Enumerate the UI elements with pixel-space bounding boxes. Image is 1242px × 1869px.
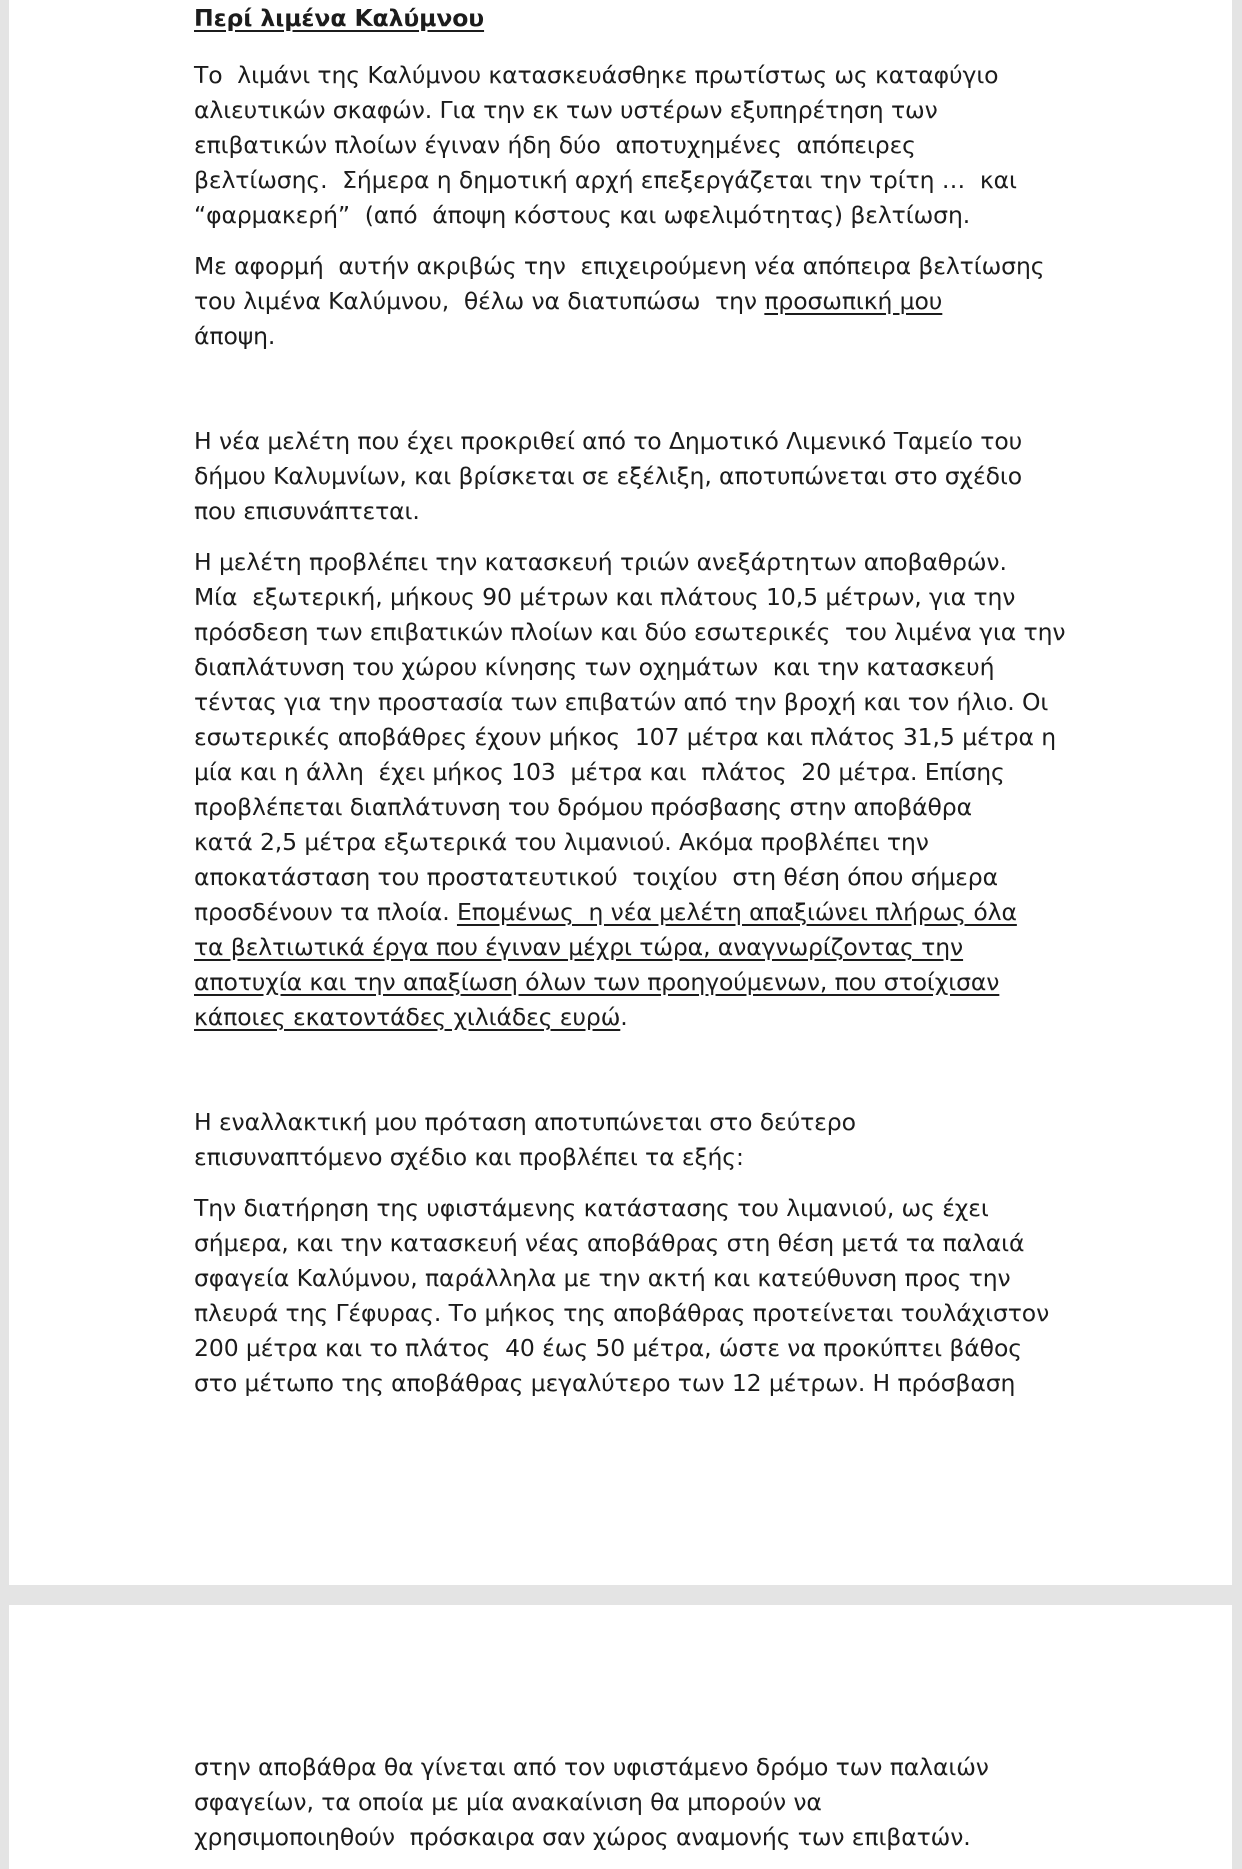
page-1-content — [194, 1, 1074, 1417]
text-line: Την διατήρηση της υφιστάμενης κατάστασης του λιμανιού, ως έχει — [194, 1194, 989, 1222]
paragraph-study-details — [194, 545, 1074, 1035]
document-page-2 — [9, 1605, 1232, 1869]
text-span: του λιμένα Καλύμνου, θέλω να διατυπώσω την — [194, 287, 765, 315]
text-line: Μία εξωτερική, μήκους 90 μέτρων και πλάτους 10,5 μέτρων, για την — [194, 583, 1016, 611]
text-line: επισυναπτόμενο σχέδιο και προβλέπει τα εξής: — [194, 1143, 744, 1171]
text-line — [194, 965, 1074, 1000]
underlined-text: Επομένως η νέα μελέτη απαξιώνει πλήρως όλα — [456, 898, 1017, 926]
text-line: σφαγείων, τα οποία με μία ανακαίνιση θα μπορούν να — [194, 1788, 822, 1816]
text-line — [194, 930, 1074, 965]
text-line: Η νέα μελέτη που έχει προκριθεί από το Δημοτικό Λιμενικό Ταμείο του — [194, 427, 1023, 455]
text-line: στην αποβάθρα θα γίνεται από τον υφιστάμενο δρόμο των παλαιών — [194, 1753, 989, 1781]
text-span: προσδένουν τα πλοία. — [194, 898, 457, 926]
text-line: Η εναλλακτική μου πρόταση αποτυπώνεται στο δεύτερο — [194, 1108, 856, 1136]
paragraph-intro — [194, 58, 1074, 233]
paragraph-new-study — [194, 424, 1074, 529]
text-line: πλευρά της Γέφυρας. Το μήκος της αποβάθρας προτείνεται τουλάχιστον — [194, 1299, 1050, 1327]
text-span: . — [620, 1003, 628, 1031]
text-line: αλιευτικών σκαφών. Για την εκ των υστέρων εξυπηρέτηση των — [194, 96, 938, 124]
text-line: προβλέπεται διαπλάτυνση του δρόμου πρόσβασης στην αποβάθρα — [194, 793, 973, 821]
text-line: που επισυνάπτεται. — [194, 497, 420, 525]
text-line: επιβατικών πλοίων έγιναν ήδη δύο αποτυχημένες απόπειρες — [194, 131, 916, 159]
paragraph-alternative-proposal — [194, 1105, 1074, 1175]
text-line: βελτίωσης. Σήμερα η δημοτική αρχή επεξεργάζεται την τρίτη … και — [194, 166, 1017, 194]
underlined-text: τα βελτιωτικά έργα που έγιναν μέχρι τώρα, αναγνωρίζοντας την — [194, 933, 964, 961]
text-line: “φαρμακερή” (από άποψη κόστους και ωφελιμότητας) βελτίωση. — [194, 201, 971, 229]
paragraph-continuation — [194, 1750, 1074, 1855]
text-line: Το λιμάνι της Καλύμνου κατασκευάσθηκε πρωτίστως ως καταφύγιο — [194, 61, 999, 89]
paragraph-proposal-details — [194, 1191, 1074, 1401]
text-line: εσωτερικές αποβάθρες έχουν μήκος 107 μέτρα και πλάτος 31,5 μέτρα η — [194, 723, 1056, 751]
text-line: δήμου Καλυμνίων, και βρίσκεται σε εξέλιξη, αποτυπώνεται στο σχέδιο — [194, 462, 1023, 490]
text-line: μία και η άλλη έχει μήκος 103 μέτρα και πλάτος 20 μέτρα. Επίσης — [194, 758, 1005, 786]
text-line — [194, 1000, 1074, 1035]
text-line: σφαγεία Καλύμνου, παράλληλα με την ακτή και κατεύθυνση προς την — [194, 1264, 1011, 1292]
text-line: Με αφορμή αυτήν ακριβώς την επιχειρούμενη νέα απόπειρα βελτίωσης — [194, 252, 1045, 280]
document-heading: Περί λιμένα Καλύμνου — [194, 4, 485, 32]
underlined-text: αποτυχία και την απαξίωση όλων των προηγούμενων, που στοίχισαν — [194, 968, 1000, 996]
text-line: σήμερα, και την κατασκευή νέας αποβάθρας στη θέση μετά τα παλαιά — [194, 1229, 1025, 1257]
text-line: χρησιμοποιηθούν πρόσκαιρα σαν χώρος αναμονής των επιβατών. — [194, 1823, 971, 1851]
text-line — [194, 284, 1074, 319]
document-page-1 — [9, 0, 1232, 1585]
text-line: τέντας για την προστασία των επιβατών από την βροχή και τον ήλιο. Οι — [194, 688, 1049, 716]
text-line: αποκατάσταση του προστατευτικού τοιχίου στη θέση όπου σήμερα — [194, 863, 998, 891]
text-line: πρόσδεση των επιβατικών πλοίων και δύο εσωτερικές του λιμένα για την — [194, 618, 1066, 646]
text-line — [194, 895, 1074, 930]
text-line: 200 μέτρα και το πλάτος 40 έως 50 μέτρα, ώστε να προκύπτει βάθος — [194, 1334, 1022, 1362]
text-line: Η μελέτη προβλέπει την κατασκευή τριών ανεξάρτητων αποβαθρών. — [194, 548, 1007, 576]
paragraph-personal-view — [194, 249, 1074, 354]
page-2-content — [194, 1750, 1074, 1855]
text-line: κατά 2,5 μέτρα εξωτερικά του λιμανιού. Ακόμα προβλέπει την — [194, 828, 929, 856]
underlined-text: προσωπική μου — [764, 287, 943, 315]
text-line: στο μέτωπο της αποβάθρας μεγαλύτερο των 12 μέτρων. Η πρόσβαση — [194, 1369, 1016, 1397]
text-line: άποψη. — [194, 322, 276, 350]
underlined-text: κάποιες εκατοντάδες χιλιάδες ευρώ — [194, 1003, 621, 1031]
text-line: διαπλάτυνση του χώρου κίνησης των οχημάτων και την κατασκευή — [194, 653, 995, 681]
